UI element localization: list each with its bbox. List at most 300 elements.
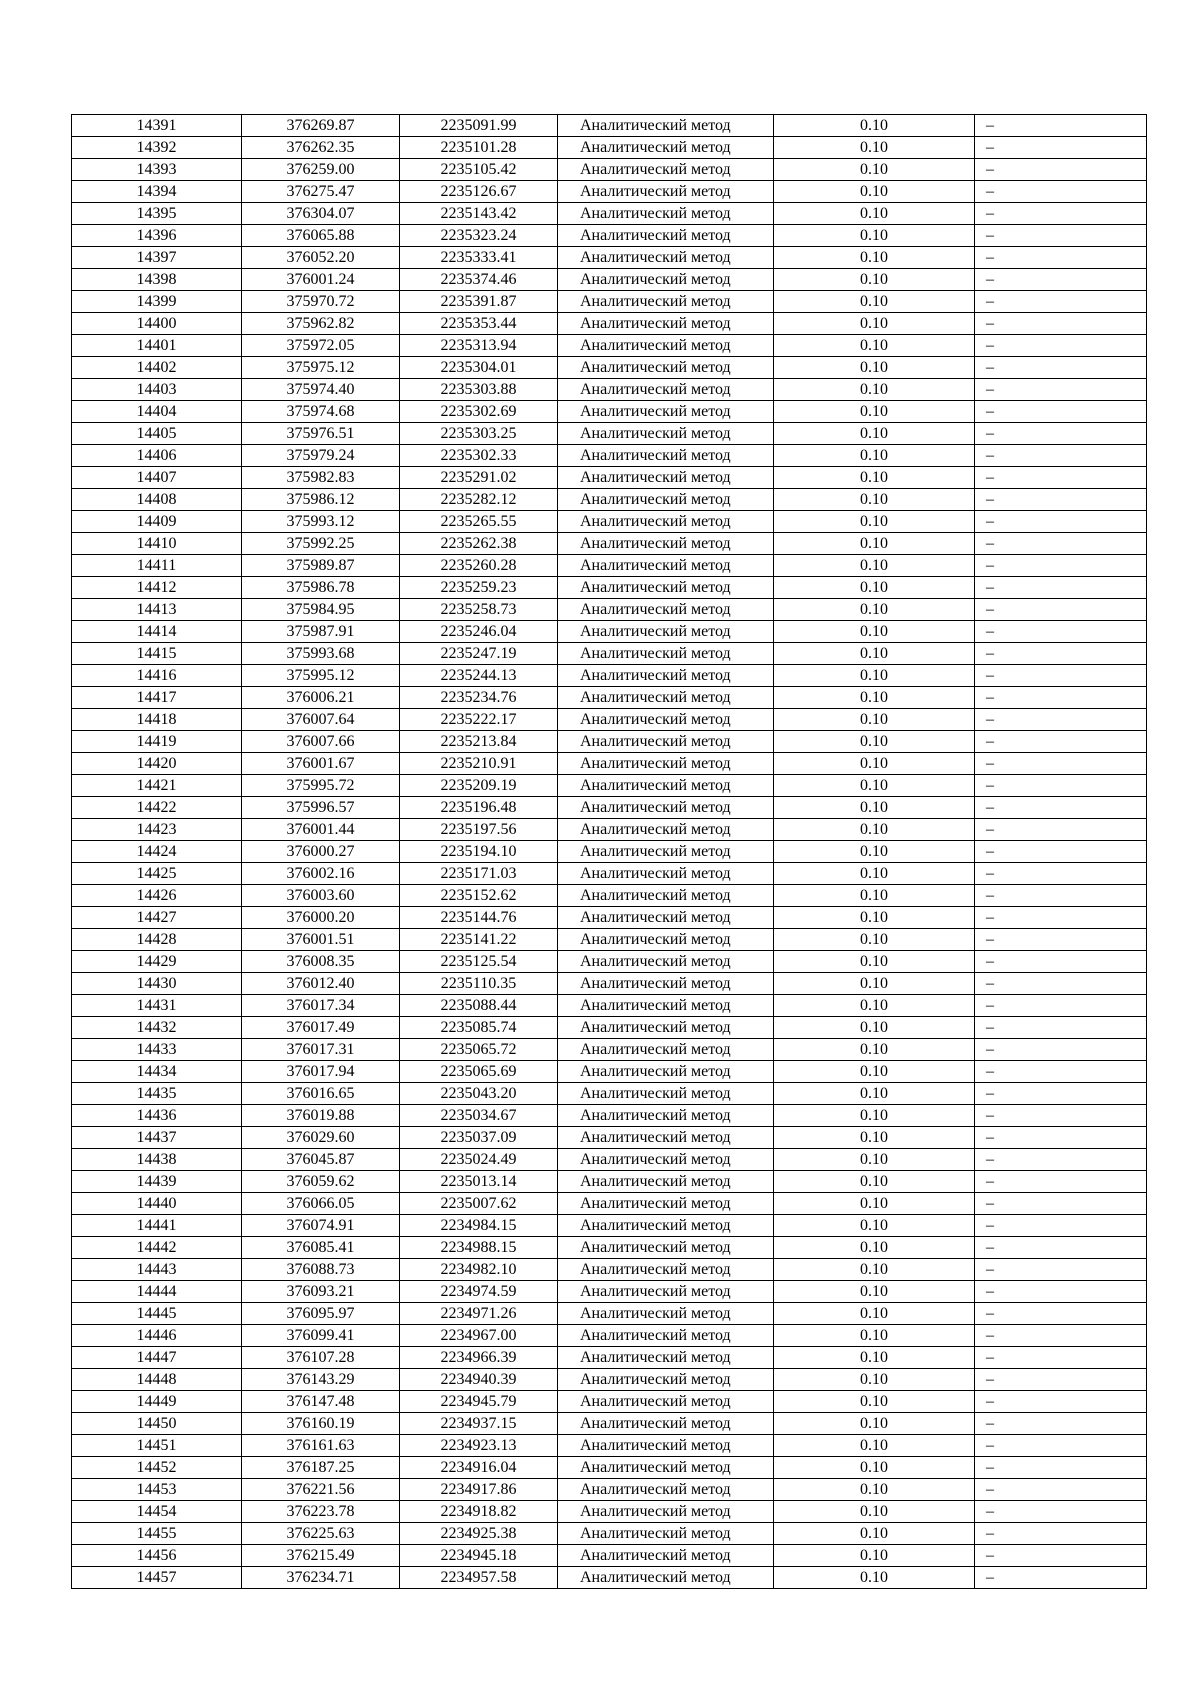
description-cell: – [975,1501,1147,1523]
table-row [72,1061,1147,1083]
x-coordinate-cell: 376085.41 [242,1237,400,1259]
description-cell: – [975,203,1147,225]
description-cell: – [975,929,1147,951]
method-cell: Аналитический метод [558,665,774,687]
y-coordinate-cell: 2235304.01 [400,357,558,379]
point-number-cell: 14419 [72,731,242,753]
y-coordinate-cell: 2235260.28 [400,555,558,577]
x-coordinate-cell: 376215.49 [242,1545,400,1567]
description-cell: – [975,313,1147,335]
x-coordinate-cell: 375995.72 [242,775,400,797]
description-cell: – [975,1259,1147,1281]
point-number-cell: 14394 [72,181,242,203]
table-row [72,467,1147,489]
accuracy-cell: 0.10 [774,1017,975,1039]
point-number-cell: 14436 [72,1105,242,1127]
accuracy-cell: 0.10 [774,1171,975,1193]
table-row [72,885,1147,907]
x-coordinate-cell: 375975.12 [242,357,400,379]
y-coordinate-cell: 2234974.59 [400,1281,558,1303]
accuracy-cell: 0.10 [774,1369,975,1391]
accuracy-cell: 0.10 [774,1281,975,1303]
description-cell: – [975,115,1147,137]
x-coordinate-cell: 376007.66 [242,731,400,753]
table-row [72,1303,1147,1325]
description-cell: – [975,1039,1147,1061]
x-coordinate-cell: 376262.35 [242,137,400,159]
x-coordinate-cell: 376095.97 [242,1303,400,1325]
accuracy-cell: 0.10 [774,181,975,203]
table-row [72,863,1147,885]
table-row [72,291,1147,313]
x-coordinate-cell: 376001.67 [242,753,400,775]
y-coordinate-cell: 2235196.48 [400,797,558,819]
description-cell: – [975,1127,1147,1149]
y-coordinate-cell: 2235091.99 [400,115,558,137]
method-cell: Аналитический метод [558,1413,774,1435]
y-coordinate-cell: 2235043.20 [400,1083,558,1105]
description-cell: – [975,181,1147,203]
y-coordinate-cell: 2234971.26 [400,1303,558,1325]
x-coordinate-cell: 376045.87 [242,1149,400,1171]
table-row [72,1567,1147,1589]
x-coordinate-cell: 376161.63 [242,1435,400,1457]
x-coordinate-cell: 376066.05 [242,1193,400,1215]
x-coordinate-cell: 376221.56 [242,1479,400,1501]
description-cell: – [975,423,1147,445]
description-cell: – [975,1017,1147,1039]
accuracy-cell: 0.10 [774,1545,975,1567]
accuracy-cell: 0.10 [774,1237,975,1259]
accuracy-cell: 0.10 [774,1567,975,1589]
point-number-cell: 14411 [72,555,242,577]
x-coordinate-cell: 375995.12 [242,665,400,687]
description-cell: – [975,819,1147,841]
table-row [72,577,1147,599]
description-cell: – [975,1061,1147,1083]
description-cell: – [975,797,1147,819]
x-coordinate-cell: 375993.68 [242,643,400,665]
description-cell: – [975,1303,1147,1325]
accuracy-cell: 0.10 [774,577,975,599]
method-cell: Аналитический метод [558,731,774,753]
accuracy-cell: 0.10 [774,841,975,863]
point-number-cell: 14453 [72,1479,242,1501]
table-row [72,1171,1147,1193]
accuracy-cell: 0.10 [774,533,975,555]
y-coordinate-cell: 2234982.10 [400,1259,558,1281]
description-cell: – [975,1347,1147,1369]
y-coordinate-cell: 2235302.69 [400,401,558,423]
method-cell: Аналитический метод [558,489,774,511]
x-coordinate-cell: 375972.05 [242,335,400,357]
description-cell: – [975,1215,1147,1237]
x-coordinate-cell: 376099.41 [242,1325,400,1347]
method-cell: Аналитический метод [558,357,774,379]
x-coordinate-cell: 375989.87 [242,555,400,577]
x-coordinate-cell: 376052.20 [242,247,400,269]
description-cell: – [975,137,1147,159]
point-number-cell: 14409 [72,511,242,533]
accuracy-cell: 0.10 [774,247,975,269]
table-row [72,1545,1147,1567]
method-cell: Аналитический метод [558,1391,774,1413]
method-cell: Аналитический метод [558,533,774,555]
table-row [72,1259,1147,1281]
point-number-cell: 14408 [72,489,242,511]
y-coordinate-cell: 2235303.25 [400,423,558,445]
x-coordinate-cell: 376107.28 [242,1347,400,1369]
y-coordinate-cell: 2235265.55 [400,511,558,533]
x-coordinate-cell: 375992.25 [242,533,400,555]
y-coordinate-cell: 2235222.17 [400,709,558,731]
point-number-cell: 14416 [72,665,242,687]
table-row [72,181,1147,203]
description-cell: – [975,863,1147,885]
accuracy-cell: 0.10 [774,203,975,225]
x-coordinate-cell: 376223.78 [242,1501,400,1523]
table-row [72,731,1147,753]
point-number-cell: 14402 [72,357,242,379]
y-coordinate-cell: 2235101.28 [400,137,558,159]
table-row [72,1435,1147,1457]
table-row [72,599,1147,621]
method-cell: Аналитический метод [558,115,774,137]
accuracy-cell: 0.10 [774,1127,975,1149]
description-cell: – [975,1281,1147,1303]
description-cell: – [975,1105,1147,1127]
y-coordinate-cell: 2235144.76 [400,907,558,929]
method-cell: Аналитический метод [558,885,774,907]
method-cell: Аналитический метод [558,379,774,401]
method-cell: Аналитический метод [558,1435,774,1457]
table-row [72,1237,1147,1259]
x-coordinate-cell: 375984.95 [242,599,400,621]
accuracy-cell: 0.10 [774,709,975,731]
accuracy-cell: 0.10 [774,621,975,643]
description-cell: – [975,467,1147,489]
point-number-cell: 14437 [72,1127,242,1149]
description-cell: – [975,907,1147,929]
x-coordinate-cell: 375996.57 [242,797,400,819]
method-cell: Аналитический метод [558,1237,774,1259]
accuracy-cell: 0.10 [774,269,975,291]
point-number-cell: 14447 [72,1347,242,1369]
x-coordinate-cell: 375986.12 [242,489,400,511]
y-coordinate-cell: 2235141.22 [400,929,558,951]
y-coordinate-cell: 2234916.04 [400,1457,558,1479]
method-cell: Аналитический метод [558,225,774,247]
table-row [72,1039,1147,1061]
description-cell: – [975,731,1147,753]
description-cell: – [975,1523,1147,1545]
accuracy-cell: 0.10 [774,929,975,951]
accuracy-cell: 0.10 [774,445,975,467]
accuracy-cell: 0.10 [774,1083,975,1105]
accuracy-cell: 0.10 [774,1061,975,1083]
y-coordinate-cell: 2235302.33 [400,445,558,467]
table-row [72,489,1147,511]
y-coordinate-cell: 2234917.86 [400,1479,558,1501]
description-cell: – [975,1193,1147,1215]
method-cell: Аналитический метод [558,511,774,533]
point-number-cell: 14417 [72,687,242,709]
table-row [72,137,1147,159]
x-coordinate-cell: 376304.07 [242,203,400,225]
accuracy-cell: 0.10 [774,1105,975,1127]
x-coordinate-cell: 375979.24 [242,445,400,467]
y-coordinate-cell: 2235171.03 [400,863,558,885]
point-number-cell: 14455 [72,1523,242,1545]
method-cell: Аналитический метод [558,775,774,797]
x-coordinate-cell: 376000.20 [242,907,400,929]
point-number-cell: 14391 [72,115,242,137]
coordinates-table [71,114,1147,1589]
y-coordinate-cell: 2235391.87 [400,291,558,313]
x-coordinate-cell: 376275.47 [242,181,400,203]
method-cell: Аналитический метод [558,1479,774,1501]
description-cell: – [975,445,1147,467]
point-number-cell: 14401 [72,335,242,357]
y-coordinate-cell: 2234966.39 [400,1347,558,1369]
y-coordinate-cell: 2235259.23 [400,577,558,599]
x-coordinate-cell: 376000.27 [242,841,400,863]
y-coordinate-cell: 2235258.73 [400,599,558,621]
table-row [72,753,1147,775]
point-number-cell: 14427 [72,907,242,929]
method-cell: Аналитический метод [558,841,774,863]
accuracy-cell: 0.10 [774,797,975,819]
table-row [72,203,1147,225]
method-cell: Аналитический метод [558,401,774,423]
method-cell: Аналитический метод [558,137,774,159]
table-row [72,335,1147,357]
description-cell: – [975,1391,1147,1413]
description-cell: – [975,269,1147,291]
description-cell: – [975,1369,1147,1391]
x-coordinate-cell: 375993.12 [242,511,400,533]
accuracy-cell: 0.10 [774,291,975,313]
y-coordinate-cell: 2235126.67 [400,181,558,203]
table-row [72,1083,1147,1105]
accuracy-cell: 0.10 [774,907,975,929]
accuracy-cell: 0.10 [774,863,975,885]
method-cell: Аналитический метод [558,1017,774,1039]
x-coordinate-cell: 376259.00 [242,159,400,181]
y-coordinate-cell: 2235210.91 [400,753,558,775]
table-row [72,445,1147,467]
accuracy-cell: 0.10 [774,313,975,335]
x-coordinate-cell: 376012.40 [242,973,400,995]
y-coordinate-cell: 2235152.62 [400,885,558,907]
table-row [72,1017,1147,1039]
point-number-cell: 14434 [72,1061,242,1083]
accuracy-cell: 0.10 [774,423,975,445]
method-cell: Аналитический метод [558,1105,774,1127]
method-cell: Аналитический метод [558,1061,774,1083]
accuracy-cell: 0.10 [774,1391,975,1413]
accuracy-cell: 0.10 [774,885,975,907]
x-coordinate-cell: 376017.49 [242,1017,400,1039]
method-cell: Аналитический метод [558,1303,774,1325]
method-cell: Аналитический метод [558,1127,774,1149]
method-cell: Аналитический метод [558,1215,774,1237]
accuracy-cell: 0.10 [774,1215,975,1237]
description-cell: – [975,401,1147,423]
method-cell: Аналитический метод [558,291,774,313]
accuracy-cell: 0.10 [774,115,975,137]
description-cell: – [975,489,1147,511]
table-row [72,819,1147,841]
description-cell: – [975,709,1147,731]
table-row [72,247,1147,269]
method-cell: Аналитический метод [558,797,774,819]
x-coordinate-cell: 375962.82 [242,313,400,335]
description-cell: – [975,225,1147,247]
table-row [72,1369,1147,1391]
method-cell: Аналитический метод [558,973,774,995]
y-coordinate-cell: 2235333.41 [400,247,558,269]
description-cell: – [975,1413,1147,1435]
x-coordinate-cell: 376234.71 [242,1567,400,1589]
method-cell: Аналитический метод [558,555,774,577]
method-cell: Аналитический метод [558,467,774,489]
point-number-cell: 14456 [72,1545,242,1567]
description-cell: – [975,753,1147,775]
x-coordinate-cell: 376017.31 [242,1039,400,1061]
accuracy-cell: 0.10 [774,1149,975,1171]
point-number-cell: 14448 [72,1369,242,1391]
point-number-cell: 14425 [72,863,242,885]
point-number-cell: 14393 [72,159,242,181]
accuracy-cell: 0.10 [774,775,975,797]
accuracy-cell: 0.10 [774,1347,975,1369]
description-cell: – [975,577,1147,599]
description-cell: – [975,973,1147,995]
method-cell: Аналитический метод [558,1039,774,1061]
description-cell: – [975,511,1147,533]
y-coordinate-cell: 2235353.44 [400,313,558,335]
description-cell: – [975,555,1147,577]
y-coordinate-cell: 2234988.15 [400,1237,558,1259]
x-coordinate-cell: 376093.21 [242,1281,400,1303]
y-coordinate-cell: 2235282.12 [400,489,558,511]
y-coordinate-cell: 2235065.72 [400,1039,558,1061]
table-row [72,643,1147,665]
point-number-cell: 14412 [72,577,242,599]
table-row [72,1457,1147,1479]
y-coordinate-cell: 2235194.10 [400,841,558,863]
y-coordinate-cell: 2235213.84 [400,731,558,753]
accuracy-cell: 0.10 [774,1193,975,1215]
x-coordinate-cell: 375970.72 [242,291,400,313]
method-cell: Аналитический метод [558,1523,774,1545]
y-coordinate-cell: 2235291.02 [400,467,558,489]
table-row [72,973,1147,995]
method-cell: Аналитический метод [558,1501,774,1523]
method-cell: Аналитический метод [558,203,774,225]
y-coordinate-cell: 2235024.49 [400,1149,558,1171]
accuracy-cell: 0.10 [774,1435,975,1457]
x-coordinate-cell: 376017.94 [242,1061,400,1083]
y-coordinate-cell: 2234957.58 [400,1567,558,1589]
point-number-cell: 14432 [72,1017,242,1039]
accuracy-cell: 0.10 [774,379,975,401]
method-cell: Аналитический метод [558,1281,774,1303]
point-number-cell: 14438 [72,1149,242,1171]
x-coordinate-cell: 376008.35 [242,951,400,973]
method-cell: Аналитический метод [558,1083,774,1105]
description-cell: – [975,335,1147,357]
table-row [72,995,1147,1017]
description-cell: – [975,665,1147,687]
table-row [72,1523,1147,1545]
method-cell: Аналитический метод [558,951,774,973]
y-coordinate-cell: 2235143.42 [400,203,558,225]
y-coordinate-cell: 2234967.00 [400,1325,558,1347]
y-coordinate-cell: 2234925.38 [400,1523,558,1545]
method-cell: Аналитический метод [558,753,774,775]
x-coordinate-cell: 376002.16 [242,863,400,885]
y-coordinate-cell: 2235013.14 [400,1171,558,1193]
accuracy-cell: 0.10 [774,511,975,533]
accuracy-cell: 0.10 [774,357,975,379]
table-row [72,687,1147,709]
table-row [72,225,1147,247]
y-coordinate-cell: 2234984.15 [400,1215,558,1237]
y-coordinate-cell: 2235323.24 [400,225,558,247]
accuracy-cell: 0.10 [774,753,975,775]
method-cell: Аналитический метод [558,621,774,643]
table-row [72,665,1147,687]
x-coordinate-cell: 376001.24 [242,269,400,291]
table-row [72,159,1147,181]
method-cell: Аналитический метод [558,1567,774,1589]
accuracy-cell: 0.10 [774,599,975,621]
accuracy-cell: 0.10 [774,335,975,357]
table-row [72,533,1147,555]
accuracy-cell: 0.10 [774,643,975,665]
description-cell: – [975,1479,1147,1501]
accuracy-cell: 0.10 [774,973,975,995]
method-cell: Аналитический метод [558,1369,774,1391]
method-cell: Аналитический метод [558,181,774,203]
method-cell: Аналитический метод [558,995,774,1017]
x-coordinate-cell: 376065.88 [242,225,400,247]
method-cell: Аналитический метод [558,1171,774,1193]
point-number-cell: 14410 [72,533,242,555]
table-row [72,1281,1147,1303]
method-cell: Аналитический метод [558,907,774,929]
point-number-cell: 14443 [72,1259,242,1281]
accuracy-cell: 0.10 [774,731,975,753]
y-coordinate-cell: 2235303.88 [400,379,558,401]
point-number-cell: 14397 [72,247,242,269]
accuracy-cell: 0.10 [774,665,975,687]
point-number-cell: 14407 [72,467,242,489]
x-coordinate-cell: 376019.88 [242,1105,400,1127]
accuracy-cell: 0.10 [774,137,975,159]
point-number-cell: 14399 [72,291,242,313]
table-row [72,379,1147,401]
method-cell: Аналитический метод [558,445,774,467]
description-cell: – [975,379,1147,401]
x-coordinate-cell: 376006.21 [242,687,400,709]
y-coordinate-cell: 2235065.69 [400,1061,558,1083]
point-number-cell: 14400 [72,313,242,335]
accuracy-cell: 0.10 [774,159,975,181]
point-number-cell: 14445 [72,1303,242,1325]
